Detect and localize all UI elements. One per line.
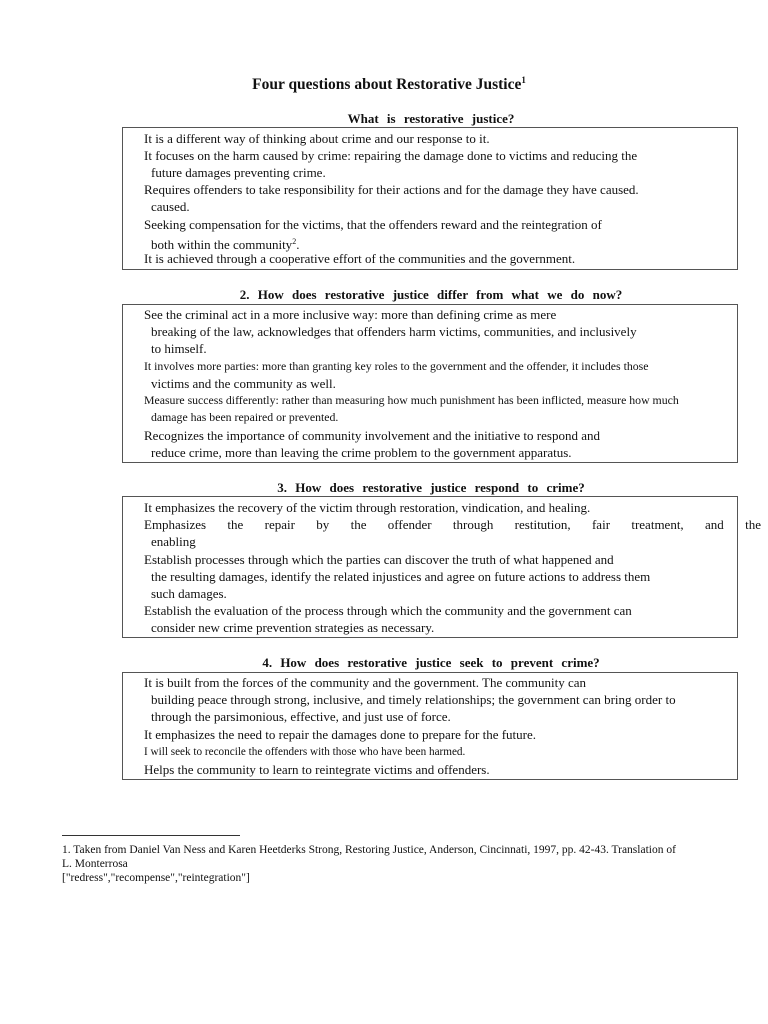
list-item: See the criminal act in a more inclusive way: more than defining crime as mere breaking of the law, acknowledges that offenders harm victims, communities, and inclusively to himself.	[144, 307, 637, 357]
footnote-ref: 2	[292, 237, 297, 247]
section-heading-1: What is restorative justice?	[347, 111, 515, 126]
page-title: Four questions about Restorative Justice$^1$	[252, 75, 526, 93]
list-item: Establish processes through which the parties can discover the truth of what happened and the resulting damages, identify the related injustices and agree on future actions to address them such damages.	[144, 552, 651, 602]
list-item: It is a different way of thinking about crime and our response to it.	[144, 131, 490, 146]
section-box-3	[122, 496, 761, 638]
list-item: It involves more parties: more than granting key roles to the government and the offender, it includes those victims and the community as well.	[144, 359, 649, 392]
list-item: Measure success differently: rather than measuring how much punishment has been inflicted, measure how much damage has been repaired or prevented.	[144, 393, 679, 425]
footnote-divider	[62, 835, 240, 836]
list-item: Requires offenders to take responsibility for their actions and for the damage they have caused. caused.	[144, 182, 639, 215]
list-item: I will seek to reconcile the offenders with those who have been harmed.	[144, 746, 466, 758]
list-item: Helps the community to learn to reintegrate victims and offenders.	[144, 762, 490, 777]
section-heading-3: 3. How does restorative justice respond to crime?	[277, 480, 585, 495]
list-item: Emphasizes the repair by the offender through restitution, fair treatment, and the enabling	[144, 517, 761, 550]
list-item: Recognizes the importance of community involvement and the initiative to respond and reduce crime, more than leaving the crime problem to the government apparatus.	[144, 428, 600, 461]
footnote-ref: 1	[521, 75, 526, 85]
list-item: It emphasizes the need to repair the damages done to prepare for the future.	[144, 727, 536, 742]
section-heading-4: 4. How does restorative justice seek to prevent crime?	[262, 655, 600, 670]
list-item: Seeking compensation for the victims, that the offenders reward and the reintegration of both within the community$^2$.	[144, 217, 602, 253]
footnote-line-2: L. Monterrosa	[62, 858, 128, 870]
list-item: It emphasizes the recovery of the victim through restoration, vindication, and healing.	[144, 500, 591, 515]
section-box-2	[122, 304, 738, 463]
section-box-1	[122, 127, 738, 270]
list-item: It focuses on the harm caused by crime: repairing the damage done to victims and reducing the future damages preventing crime.	[144, 148, 638, 181]
footnote-line-1: 1. Taken from Daniel Van Ness and Karen Heetderks Strong, Restoring Justice, Anderson, Cincinnati, 1997, pp. 42-43. Translation of	[62, 844, 676, 856]
list-item: It is achieved through a cooperative effort of the communities and the government.	[144, 251, 576, 266]
section-heading-2: 2. How does restorative justice differ from what we do now?	[239, 287, 623, 302]
list-item: Establish the evaluation of the process through which the community and the government can consider new crime prevention strategies as necessary.	[144, 603, 632, 636]
list-item: It is built from the forces of the community and the government. The community can building peace through strong, inclusive, and timely relationships; the government can bring order to through the parsimonious, effective, and just use of force.	[144, 675, 676, 725]
section-box-4	[122, 672, 738, 780]
footnote-line-3: ["redress","recompense","reintegration"]	[62, 872, 250, 884]
